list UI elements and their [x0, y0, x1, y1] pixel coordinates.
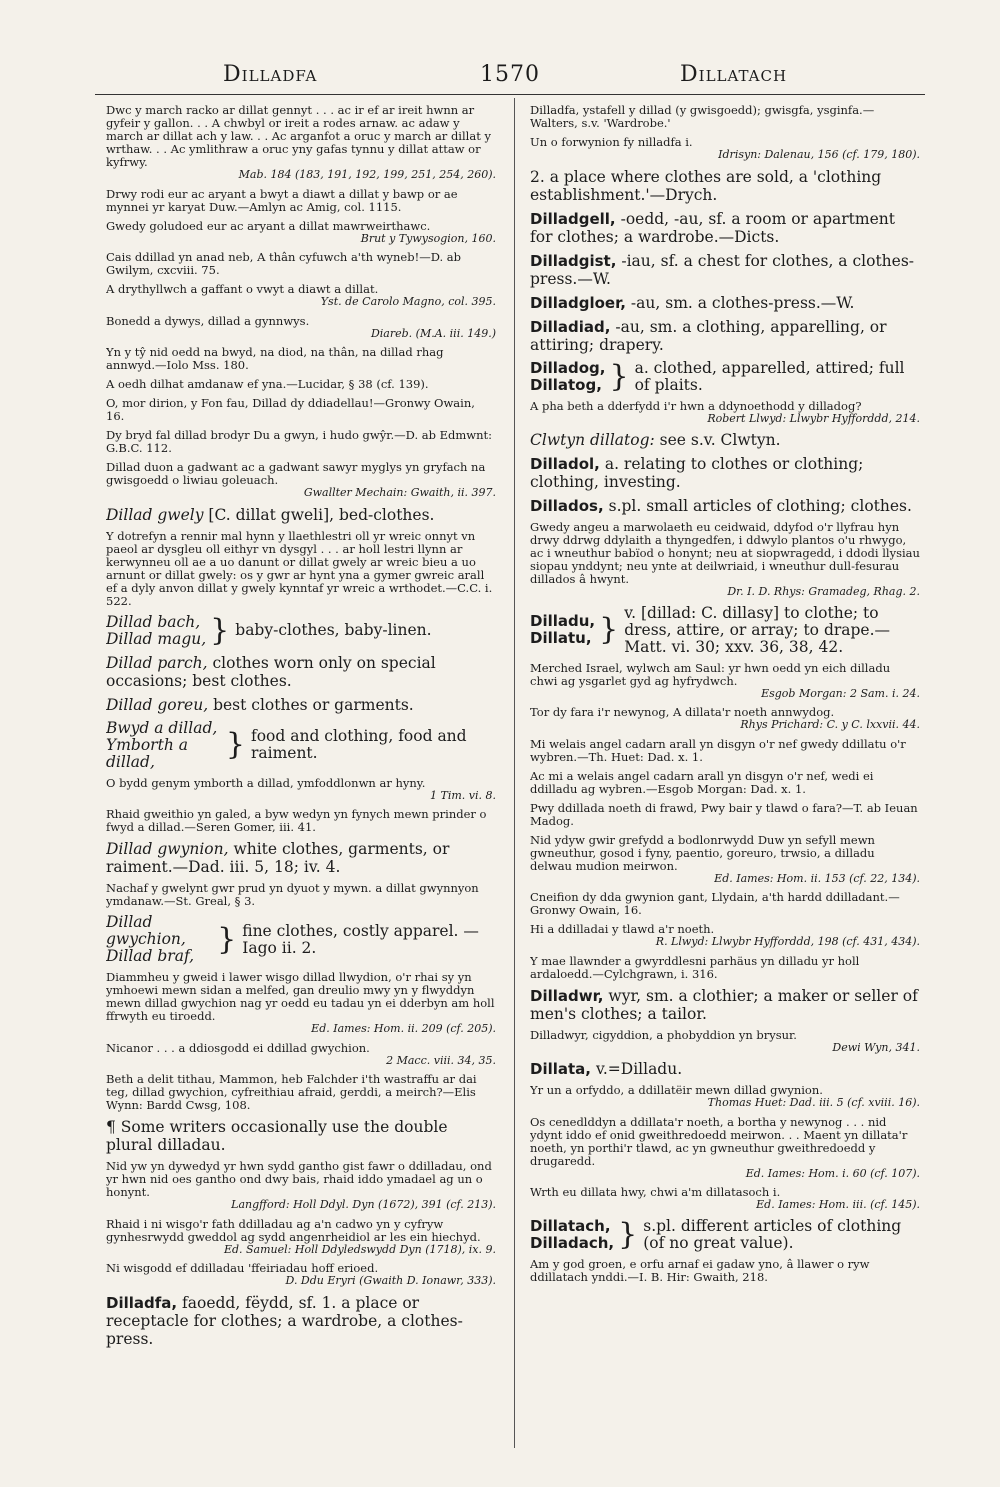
- entry-definition: faoedd, fëydd, sf. 1. a place or receptacle for clothes; a wardrobe, a clothes-press.: [106, 1293, 463, 1348]
- entry-headword: Bwyd a dillad,: [106, 718, 218, 737]
- citation-source: Ed. Iames: Hom. iii. (cf. 145).: [756, 1198, 920, 1211]
- right-column: [530, 104, 920, 1444]
- citation-source: Ed. Samuel: Holl Ddyledswydd Dyn (1718), ix. 9.: [223, 1242, 496, 1256]
- citation-source: Dr. I. D. Rhys: Gramadeg, Rhag. 2.: [727, 585, 920, 598]
- entry-definition: v.=Dilladu.: [595, 1060, 683, 1078]
- citation-text: Dillad duon a gadwant ac a gadwant sawyr myglys yn gryfach na gwisgoedd o liwiau goleuach.: [106, 460, 486, 487]
- citation-text: O bydd genym ymborth a dillad, ymfoddlonwn ar hyny.: [106, 775, 426, 790]
- citation: [106, 1160, 496, 1212]
- citation: [106, 251, 496, 277]
- entry-headword: Dillad parch,: [106, 653, 208, 672]
- page-number: 1570: [480, 62, 540, 87]
- citation: [530, 891, 920, 917]
- entry-headwords: [106, 914, 213, 965]
- citation-text: Y mae llawnder a gwyrddlesni parhäus yn dilladu yr holl ardaloedd.—Cylchgrawn, i. 316.: [530, 953, 860, 981]
- entry: [106, 654, 496, 690]
- entry-definition: wyr, sm. a clothier; a maker or seller of men's clothes; a tailor.: [530, 986, 918, 1023]
- entry-headword: Dillad braf,: [106, 947, 195, 965]
- entry-definition: -au, sm. a clothing, apparelling, or attiring; drapery.: [530, 317, 887, 354]
- citation-text: Os cenedlddyn a ddillata'r noeth, a bortha y newynog . . . nid ydynt iddo ef onid gweithredoedd meirwon. . . Maent yn dillata'r noeth, yn porthi'r tlawd, ac yn gwneuthur gweithredoedd y drugaredd.: [530, 1114, 908, 1168]
- entry-headword: Dilladwr,: [530, 986, 604, 1005]
- entry-definition: -oedd, -au, sf. a room or apartment for clothes; a wardrobe.—Dicts.: [530, 209, 895, 246]
- entry-headword: Clwtyn dillatog:: [530, 431, 655, 449]
- citation-text: Gwedy goludoed eur ac aryant a dillat mawrweirthawc.: [106, 218, 431, 233]
- citation: [530, 738, 920, 764]
- citation-source: Mab. 184 (183, 191, 192, 199, 251, 254, 260).: [238, 168, 496, 181]
- citation: [530, 1116, 920, 1181]
- entry-headwords: [106, 720, 222, 771]
- citation-source: Dewi Wyn, 341.: [832, 1040, 920, 1054]
- entry-headword: Dillados,: [530, 497, 604, 515]
- citation: [106, 1262, 496, 1288]
- citation-source: Brut y Tywysogion, 160.: [360, 231, 496, 245]
- citation: [106, 397, 496, 423]
- brace-glyph: }: [217, 921, 237, 957]
- entry-headword: Dilladgloer,: [530, 293, 626, 312]
- entry: [106, 506, 496, 524]
- citation-text: Bonedd a dywys, dillad a gynnwys.: [106, 313, 310, 328]
- entry-pair: [530, 605, 920, 656]
- running-head-right: Dillatach: [680, 62, 788, 87]
- citation-text: Cneifion dy dda gwynion gant, Llydain, a'th hardd ddilladant.—Gronwy Owain, 16.: [530, 890, 900, 917]
- citation-source: Esgob Morgan: 2 Sam. i. 24.: [761, 686, 920, 700]
- entry: [530, 294, 920, 312]
- citation: [106, 283, 496, 309]
- citation: [106, 530, 496, 608]
- citation: [106, 1073, 496, 1112]
- entry-headword: Ymborth a dillad,: [106, 735, 188, 771]
- citation: [106, 346, 496, 372]
- citation-text: Mi welais angel cadarn arall yn disgyn o'r nef gwedy ddillatu o'r wybren.—Th. Huet: Dad. x. 1.: [530, 736, 906, 764]
- citation: [106, 882, 496, 908]
- citation: [106, 378, 496, 391]
- entry: [530, 431, 920, 449]
- citation-source: Thomas Huet: Dad. iii. 5 (cf. xviii. 16).: [707, 1096, 920, 1109]
- citation-source: D. Ddu Eryri (Gwaith D. Ionawr, 333).: [285, 1274, 496, 1287]
- entry-headword: Dilladgell,: [530, 209, 616, 228]
- citation: [106, 104, 496, 182]
- citation-source: Idrisyn: Dalenau, 156 (cf. 179, 180).: [718, 148, 920, 161]
- entry-headwords: [530, 360, 605, 394]
- entry-headword: Dilladfa,: [106, 1293, 178, 1312]
- entry-definition: v. [dillad: C. dillasy] to clothe; to dress, attire, or array; to drape.—Matt. vi. 30; xxv. 36, 38, 42.: [624, 603, 891, 656]
- citation-source: 1 Tim. vi. 8.: [430, 788, 496, 802]
- brace-glyph: }: [599, 612, 619, 647]
- citation-text: Nid ydyw gwir grefydd a bodlonrwydd Duw yn sefyll mewn gwneuthur, gosod i fyny, paentio, goreuro, trwsio, a dilladu delwau mudion meirwon.: [530, 832, 875, 873]
- citation: [530, 104, 920, 130]
- entry-headword: Dillad gwynion,: [106, 840, 229, 858]
- entry-headword: Dillad magu,: [106, 629, 207, 648]
- entry-headword: Dilladog,: [530, 358, 606, 377]
- entry-headword: Dilladu,: [530, 612, 596, 630]
- citation-source: Ed. Iames: Hom. i. 60 (cf. 107).: [745, 1166, 920, 1180]
- entry-pair: [106, 720, 496, 771]
- citation-text: A pha beth a dderfydd i'r hwn a ddynoethodd y dilladog?: [530, 398, 862, 413]
- citation: [106, 188, 496, 214]
- entry-definition: food and clothing, food and raiment.: [250, 727, 467, 762]
- citation-text: Y dotrefyn a rennir mal hynn y llaethlestri oll yr wreic onnyt vn paeol ar dysgleu oll eithyr vn dysgyl . . . ar holl lestri llynn ar kerwynneu oll ae a uo danunt or dillat gwely ar wreic bieu a uo arnunt or dillat gwely: os y gwr ar hynt yna a gymer gwreic arall ef a dyly anvon dillat y gwely kynntaf yr wreic a wrthodet.—C.C. i. 522.: [106, 528, 493, 608]
- entry-headword: Dillad gwely: [106, 505, 204, 524]
- citation: [530, 834, 920, 886]
- citation-source: Ed. Iames: Hom. ii. 209 (cf. 205).: [311, 1022, 496, 1035]
- entry-definition: see s.v. Clwtyn.: [659, 431, 781, 449]
- entry-definition: -au, sm. a clothes-press.—W.: [630, 293, 855, 312]
- entry-note: 2. a place where clothes are sold, a 'clothing establishment.'—Drych.: [530, 167, 882, 204]
- citation: [530, 1029, 920, 1055]
- citation: [106, 1042, 496, 1068]
- entry: [530, 455, 920, 491]
- entry: [530, 987, 920, 1023]
- brace-glyph: }: [210, 612, 230, 648]
- entry: [530, 1060, 920, 1078]
- entry-definition: -iau, sf. a chest for clothes, a clothes-press.—W.: [530, 251, 915, 288]
- citation-source: Robert Llwyd: Llwybr Hyfforddd, 214.: [707, 411, 920, 425]
- citation-text: Nicanor . . . a ddiosgodd ei ddillad gwychion.: [106, 1040, 370, 1055]
- citation-text: A drythyllwch a gaffant o vwyt a diawt a dillat.: [106, 282, 379, 296]
- entry-headword: Dillad gwychion,: [106, 913, 186, 948]
- header-rule: [95, 94, 925, 95]
- citation: [530, 802, 920, 828]
- citation-text: A oedh dilhat amdanaw ef yna.—Lucidar, § 38 (cf. 139).: [106, 377, 429, 391]
- entry-pair: [530, 1218, 920, 1252]
- citation-text: Cais ddillad yn anad neb, A thân cyfuwch a'th wyneb!—D. ab Gwilym, cxcviii. 75.: [106, 250, 462, 277]
- citation: [530, 1186, 920, 1212]
- citation-text: Dwc y march racko ar dillat gennyt . . . ac ir ef ar ireit hwnn ar gyfeir y gallon. . . A chwbyl or ireit a rodes arnaw. ac adaw y march ar dillat ach y law. . . Ac arganfot a oruc y march ar dillat y wrthaw. . . Ac ymlithraw a oruc yny gafas tynnu y dillat attaw or kyfrwy.: [106, 104, 491, 169]
- citation-source: R. Llwyd: Llwybr Hyfforddd, 198 (cf. 431, 434).: [655, 935, 920, 948]
- citation-text: Pwy ddillada noeth di frawd, Pwy bair y tlawd o fara?—T. ab Ieuan Madog.: [530, 800, 918, 828]
- running-head-left: Dilladfa: [223, 62, 318, 87]
- citation: [530, 662, 920, 701]
- entry-headword: Dilladach,: [530, 1233, 615, 1252]
- entry-definition: fine clothes, costly apparel. —Iago ii. 2.: [242, 921, 479, 957]
- citation: [106, 808, 496, 834]
- brace-glyph: }: [618, 1216, 638, 1252]
- entry-definition: clothes worn only on special occasions; best clothes.: [106, 653, 436, 690]
- entry-definition: baby-clothes, baby-linen.: [235, 621, 432, 639]
- citation: [530, 1084, 920, 1110]
- citation-text: Un o forwynion fy nilladfa i.: [530, 135, 693, 149]
- citation-text: Beth a delit tithau, Mammon, heb Falchder i'th wastraffu ar dai teg, dillad gwychion, cyfreithiau afraid, gerddi, a meirch?—Elis Wynn: Bardd Cwsg, 108.: [106, 1072, 477, 1112]
- citation: [106, 971, 496, 1036]
- entry-pair: [106, 614, 496, 648]
- entry-definition: best clothes or garments.: [213, 695, 414, 714]
- entry-pair: [530, 360, 920, 394]
- entry-headword: Dillatach,: [530, 1216, 611, 1235]
- citation-text: Nid yw yn dywedyd yr hwn sydd gantho gist fawr o ddilladau, ond yr hwn nid oes gantho ond dwy bais, rhaid iddo ymadael ag un o honynt.: [106, 1159, 492, 1199]
- citation-text: Rhaid i ni wisgo'r fath ddilladau ag a'n cadwo yn y cyfryw gynhesrwydd gweddol ag sydd angenrheidiol ar les ein hiechyd.: [106, 1216, 481, 1244]
- entry: [530, 497, 920, 515]
- entry: [530, 318, 920, 354]
- citation-text: Tor dy fara i'r newynog, A dillata'r noeth annwydog.: [530, 705, 835, 719]
- brace-glyph: }: [609, 358, 629, 394]
- citation: [106, 429, 496, 455]
- citation-source: 2 Macc. viii. 34, 35.: [386, 1053, 496, 1067]
- citation: [530, 136, 920, 162]
- entry-note: ¶ Some writers occasionally use the double plural dilladau.: [106, 1118, 448, 1154]
- citation: [106, 777, 496, 803]
- entry: [106, 840, 496, 876]
- citation: [530, 400, 920, 426]
- citation-text: Dilladfa, ystafell y dillad (y gwisgoedd); gwisgfa, ysginfa.—Walters, s.v. 'Wardrobe.': [530, 104, 875, 130]
- citation: [530, 923, 920, 949]
- citation-text: Am y god groen, e orfu arnaf ei gadaw yno, â llawer o ryw ddillatach ynddi.—I. B. Hir: Gwaith, 218.: [530, 1256, 870, 1284]
- entry-definition: a. clothed, apparelled, attired; full of plaits.: [634, 358, 905, 394]
- citation-text: Yr un a orfyddo, a ddillatëir mewn dillad gwynion.: [530, 1083, 823, 1097]
- entry-definition: a. relating to clothes or clothing; clothing, investing.: [530, 455, 864, 491]
- entry-headword: Dilladol,: [530, 455, 600, 473]
- left-column: [106, 104, 496, 1444]
- citation-source: Langfford: Holl Ddyl. Dyn (1672), 391 (cf. 213).: [231, 1198, 496, 1211]
- entry-headword: Dilladgist,: [530, 251, 617, 270]
- brace-glyph: }: [225, 727, 245, 762]
- entry-definition: white clothes, garments, or raiment.—Dad. iii. 5, 18; iv. 4.: [106, 840, 450, 876]
- citation: [530, 521, 920, 599]
- entry: [106, 696, 496, 714]
- citation-text: Ni wisgodd ef ddilladau 'ffeiriadau hoff erioed.: [106, 1261, 379, 1275]
- citation: [106, 315, 496, 341]
- citation-text: Nachaf y gwelynt gwr prud yn dyuot y mywn. a dillat gwynnyon ymdanaw.—St. Greal, § 3.: [106, 881, 479, 908]
- citation-text: Rhaid gweithio yn galed, a byw wedyn yn fynych mewn prinder o fwyd a dillad.—Seren Gomer, iii. 41.: [106, 807, 487, 834]
- entry-headwords: [530, 613, 595, 647]
- citation-text: Merched Israel, wylwch am Saul: yr hwn oedd yn eich dilladu chwi ag ysgarlet gyd ag hyfrydwch.: [530, 660, 891, 688]
- citation-source: Yst. de Carolo Magno, col. 395.: [320, 295, 496, 308]
- entry: [530, 252, 920, 288]
- entry-headword: Dilladiad,: [530, 317, 611, 336]
- citation-source: Rhys Prichard: C. y C. lxxvii. 44.: [740, 718, 920, 731]
- entry-headword: Dillad bach,: [106, 612, 201, 631]
- entry-headword: Dillata,: [530, 1060, 591, 1078]
- citation-text: Gwedy angeu a marwolaeth eu ceidwaid, ddyfod o'r llyfrau hyn drwy ddrwg ddylaith a thyngedfen, i ddwylo plantos o'u rhwygo, ac i wneuthur babïod o honynt; neu at siopwragedd, i ddodi llysiau siopau ynddynt; neu ynte at deilwriaid, i wneuthur dull-fesurau dillados â hwynt.: [530, 520, 920, 586]
- citation: [530, 955, 920, 981]
- citation: [106, 220, 496, 246]
- citation-text: Dy bryd fal dillad brodyr Du a gwyn, i hudo gwŷr.—D. ab Edmwnt: G.B.C. 112.: [106, 428, 493, 455]
- citation-text: Dilladwyr, cigyddion, a phobyddion yn brysur.: [530, 1027, 797, 1042]
- citation-text: Diammheu y gweid i lawer wisgo dillad llwydion, o'r rhai sy yn ymhoewi mewn sidan a melfed, gan dreulio mwy yn y flwyddyn mewn dillad gwychion nag yr oedd eu tadau yn ei dderbyn am holl ffrwyth eu tiroedd.: [106, 970, 495, 1023]
- entry-headwords: [530, 1218, 614, 1252]
- citation-source: Diareb. (M.A. iii. 149.): [370, 326, 496, 340]
- citation: [106, 461, 496, 500]
- citation-text: Drwy rodi eur ac aryant a bwyt a diawt a dillat y bawp or ae mynnei yr karyat Duw.—Amlyn ac Amig, col. 1115.: [106, 186, 458, 214]
- column-divider: [514, 98, 515, 1448]
- entry-definition: s.pl. small articles of clothing; clothes.: [608, 497, 912, 515]
- citation-text: Hi a ddilladai y tlawd a'r noeth.: [530, 922, 715, 936]
- entry-headword: Dillatog,: [530, 375, 602, 394]
- entry-definition: s.pl. different articles of clothing (of no great value).: [643, 1216, 902, 1252]
- entry-headwords: [106, 614, 206, 648]
- entry: [106, 1294, 496, 1348]
- entry-headword: Dillatu,: [530, 629, 592, 647]
- citation-source: Gwallter Mechain: Gwaith, ii. 397.: [303, 486, 496, 499]
- entry-headword: Dillad goreu,: [106, 695, 209, 714]
- entry-pair: [106, 914, 496, 965]
- citation: [530, 770, 920, 796]
- citation: [530, 706, 920, 732]
- citation: [530, 1258, 920, 1284]
- citation-text: O, mor dirion, y Fon fau, Dillad dy ddiadellau!—Gronwy Owain, 16.: [106, 396, 475, 423]
- citation-source: Ed. Iames: Hom. ii. 153 (cf. 22, 134).: [714, 871, 920, 885]
- entry: [530, 210, 920, 246]
- citation-text: Wrth eu dillata hwy, chwi a'm dillatasoch i.: [530, 1185, 781, 1199]
- citation-text: Ac mi a welais angel cadarn arall yn disgyn o'r nef, wedi ei ddilladu ag wybren.—Esgob Morgan: Dad. x. 1.: [530, 768, 874, 796]
- citation-text: Yn y tŷ nid oedd na bwyd, na diod, na thân, na dillad rhag annwyd.—Iolo Mss. 180.: [106, 345, 444, 372]
- citation: [106, 1218, 496, 1257]
- entry-definition: [C. dillat gweli], bed-clothes.: [208, 505, 435, 524]
- running-head: [95, 62, 925, 92]
